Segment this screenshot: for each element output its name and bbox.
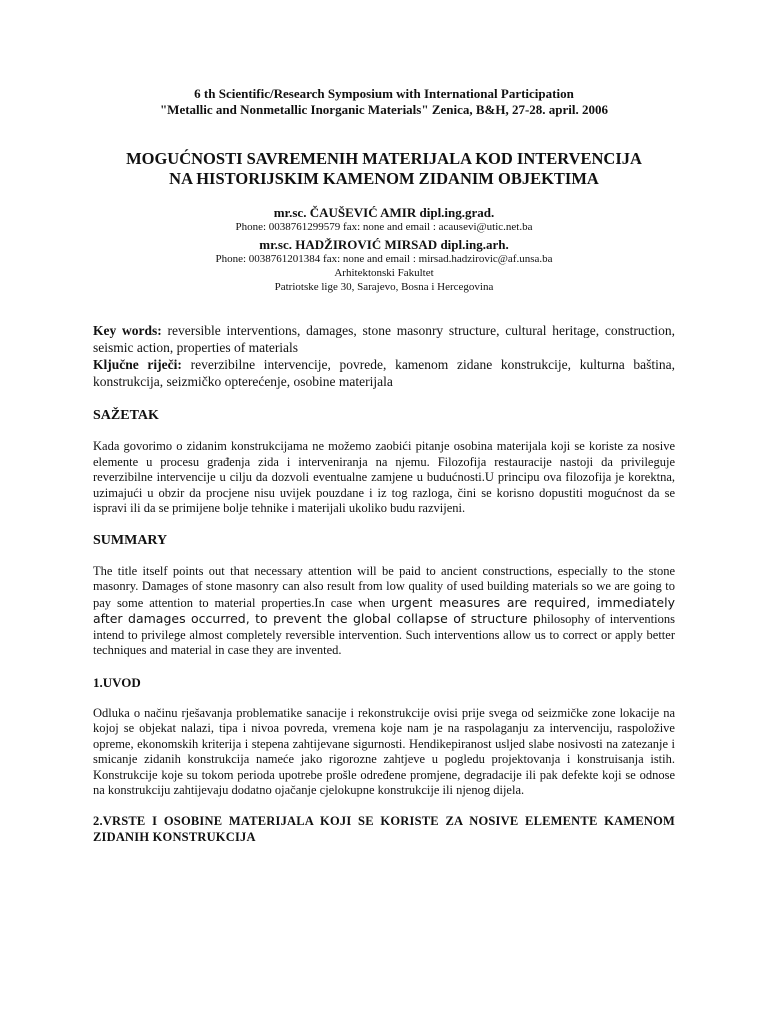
paper-title-line-2: NA HISTORIJSKIM KAMENOM ZIDANIM OBJEKTIMA [169,169,599,188]
summary-text-part-1: The title itself points out that necessary attention will be paid to ancient constructions, especially to the stone masonry. Damages of stone masonry can also result from low quality of used building materials so we are going to pay some attention to material properties.In case when [93,563,675,610]
keywords-bs-label: Ključne riječi: [93,357,182,372]
document-page [93,86,675,845]
author-2-name: mr.sc. HADŽIROVIĆ MIRSAD dipl.ing.arh. [259,237,509,252]
summary-heading: SUMMARY [93,532,168,548]
conference-line-2: "Metallic and Nonmetallic Inorganic Materials" Zenica, B&H, 27-28. april. 2006 [159,102,609,117]
summary-text [93,564,675,659]
keywords-en [93,322,675,356]
conference-header [93,86,675,118]
summary-text-part-2: hilosophy of interventions intend to privilege almost completely reversible intervention. Such interventions allow us to correct or apply better techniques and material in case they are invented. [93,612,675,657]
keywords-block [93,322,675,390]
section-2-heading: 2.VRSTE I OSOBINE MATERIJALA KOJI SE KORISTE ZA NOSIVE ELEMENTE KAMENOM ZIDANIH KONSTRUKCIJA [93,813,675,844]
affiliation-address: Patriotske lige 30, Sarajevo, Bosna i Hercegovina [274,281,494,293]
keywords-bs [93,356,675,390]
paper-title [93,149,675,189]
author-block [93,205,675,294]
author-2-contact: Phone: 0038761201384 fax: none and email : mirsad.hadzirovic@af.unsa.ba [215,253,553,265]
author-1-contact: Phone: 0038761299579 fax: none and email : acausevi@utic.net.ba [235,221,533,233]
keywords-en-label: Key words: [93,323,162,338]
uvod-heading: 1.UVOD [93,674,141,690]
author-1-name: mr.sc. ČAUŠEVIĆ AMIR dipl.ing.grad. [273,205,495,220]
summary-text-sans: urgent measures are required, immediately after damages occurred, to prevent the global collapse of structure p [93,594,675,626]
keywords-en-text: reversible interventions, damages, stone masonry structure, cultural heritage, construction, seismic action, properties of materials [93,323,675,355]
sazetak-heading: SAŽETAK [93,408,159,423]
affiliation-faculty: Arhitektonski Fakultet [334,267,434,279]
uvod-text: Odluka o načinu rješavanja problematike sanacije i rekonstrukcije ovisi prije svega od seizmičke zone lokacije na kojoj se objekat nalazi, tipa i nivoa povreda, vremena koje nam je na raspolaganju za intervenciju, raspoložive opreme, ekonomskih kriterija i stepena zahtijevane sigurnosti. Hendikepiranost usljed slabe nosivosti na zatezanje i smicanje zidanih konstrukcija nameće jako rigorozne zahtjeve u pogledu projektovanja i konstruisanja istih. Konstrukcije koje su tokom perioda upotrebe prošle određene promjene, degradacije ili pak defekte koji se odnose na konstrukciju zahtijevaju dodatno ojačanje cjelokupne konstrukcije ili njenog dijela. [93,705,675,797]
sazetak-text: Kada govorimo o zidanim konstrukcijama ne možemo zaobići pitanje osobina materijala koji se koriste za nosive elemente u procesu građenja zida i interveniranja na njemu. Filozofija restauracije nastoji da privileguje reverzibilne intervencije u cilju da dozvoli eventualne zamjene u budućnosti.U principu ova filozofija je korektna, uzimajući u obzir da procjene nisu uvijek pouzdane i iz tog razloga, čini se korisno dopustiti mogućnost da se ispravi ili da se primijene bolje tehnike i materijali ukoliko budu razvijeni. [93,439,675,515]
conference-line-1: 6 th Scientific/Research Symposium with International Participation [194,86,574,101]
paper-title-line-1: MOGUĆNOSTI SAVREMENIH MATERIJALA KOD INTERVENCIJA [126,149,642,168]
keywords-bs-text: reverzibilne intervencije, povrede, kamenom zidane konstrukcije, kulturna baština, konstrukcija, seizmičko opterećenje, osobine materijala [93,357,675,389]
